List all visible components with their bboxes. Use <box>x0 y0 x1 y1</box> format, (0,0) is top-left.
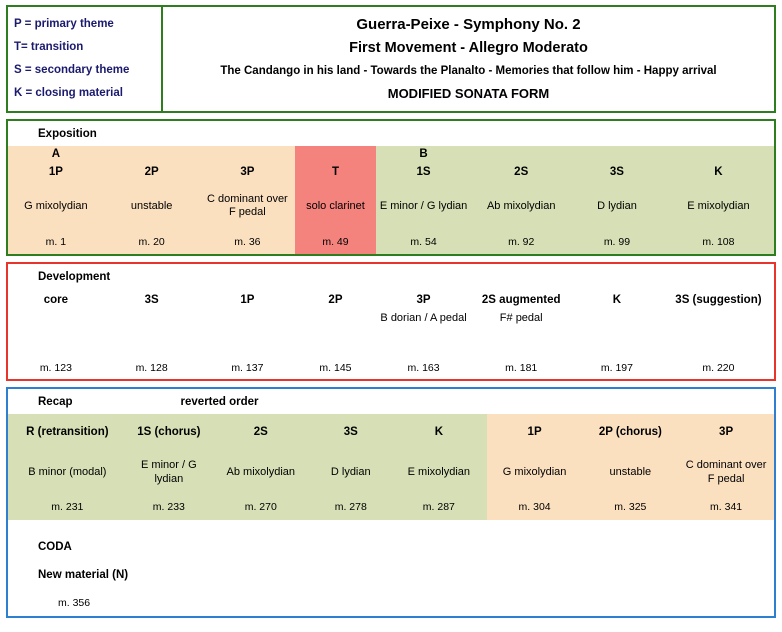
development-column-2s-augmented <box>471 289 571 379</box>
theme-desc: D lydian <box>597 199 637 212</box>
coda-title: CODA <box>38 541 72 553</box>
exposition-column-1s <box>376 146 472 254</box>
exposition-column-3s <box>571 146 663 254</box>
dev-measure: m. 128 <box>135 362 168 374</box>
dev-label: 3S (suggestion) <box>675 294 762 306</box>
dev-measure: m. 181 <box>505 362 538 374</box>
exposition-section <box>6 119 776 256</box>
dev-label: 1P <box>240 294 255 306</box>
recap-column-3s <box>311 414 391 520</box>
recap-label: 1S (chorus) <box>137 425 201 438</box>
dev-desc: B dorian / A pedal <box>380 312 467 324</box>
theme-measure: m. 36 <box>234 236 261 248</box>
recap-grid <box>8 414 774 520</box>
recap-column-k <box>391 414 487 520</box>
theme-measure: m. 49 <box>322 236 349 248</box>
dev-desc: F# pedal <box>499 312 543 324</box>
theme-label: 3P <box>240 166 255 178</box>
theme-label: T <box>331 166 339 178</box>
group-spacer <box>471 146 571 162</box>
theme-measure: m. 20 <box>138 236 165 248</box>
coda-new-material: New material (N) <box>38 569 129 581</box>
dev-label: K <box>612 294 622 306</box>
theme-measure: m. 1 <box>45 236 67 248</box>
title-area <box>163 7 774 111</box>
dev-measure: m. 137 <box>231 362 264 374</box>
recap-label: R (retransition) <box>26 425 109 438</box>
development-column-3s <box>104 289 200 379</box>
theme-measure: m. 92 <box>508 236 535 248</box>
group-label-b: B <box>419 148 428 160</box>
group-label-a: A <box>51 148 61 160</box>
recap-label: 2S <box>253 425 268 438</box>
dev-label: 3P <box>416 294 431 306</box>
group-spacer <box>104 146 200 162</box>
recap-section <box>6 387 776 618</box>
recap-measure: m. 231 <box>51 501 84 513</box>
development-column-3s-suggestion <box>663 289 774 379</box>
theme-label: K <box>714 166 723 178</box>
recap-desc: D lydian <box>330 466 371 478</box>
development-title: Development <box>8 264 774 289</box>
development-grid <box>8 289 774 379</box>
group-spacer <box>663 146 774 162</box>
recap-desc: G mixolydian <box>502 466 567 478</box>
dev-label: 3S <box>144 294 159 306</box>
dev-measure: m. 163 <box>407 362 440 374</box>
recap-label: 1P <box>527 425 542 438</box>
dev-label: 2S augmented <box>481 294 561 306</box>
dev-measure: m. 145 <box>319 362 352 374</box>
legend-item-s: S = secondary theme <box>14 64 130 76</box>
theme-measure: m. 99 <box>603 236 631 248</box>
theme-desc: E minor / G lydian <box>379 199 468 212</box>
legend-item-k: K = closing material <box>14 87 123 99</box>
theme-desc: C dominant over F pedal <box>207 193 288 218</box>
group-spacer <box>200 146 296 162</box>
recap-column-2p <box>582 414 678 520</box>
theme-measure: m. 108 <box>702 236 735 248</box>
movement-title: First Movement - Allegro Moderato <box>349 40 588 56</box>
exposition-column-2s <box>471 146 571 254</box>
theme-measure: m. 54 <box>410 236 437 248</box>
theme-label: 1P <box>48 166 63 178</box>
recap-measure: m. 233 <box>152 501 185 513</box>
group-spacer <box>295 146 375 162</box>
exposition-column-transition <box>295 146 375 254</box>
recap-measure: m. 325 <box>614 501 647 513</box>
recap-desc: E mixolydian <box>407 466 471 478</box>
recap-desc: Ab mixolydian <box>226 466 295 478</box>
theme-label: 2S <box>514 166 529 178</box>
recap-measure: m. 270 <box>244 501 277 513</box>
legend-item-t: T= transition <box>14 41 84 53</box>
form-label: MODIFIED SONATA FORM <box>387 86 550 101</box>
exposition-title: Exposition <box>8 121 774 146</box>
dev-label: core <box>43 294 69 306</box>
recap-desc: unstable <box>609 466 652 478</box>
work-title: Guerra-Peixe - Symphony No. 2 <box>356 16 581 33</box>
development-column-core <box>8 289 104 379</box>
recap-column-retransition <box>8 414 127 520</box>
recap-label: 3P <box>719 425 734 438</box>
dev-measure: m. 220 <box>702 362 735 374</box>
exposition-column-k <box>663 146 774 254</box>
theme-label: 3S <box>609 166 624 178</box>
group-spacer <box>571 146 663 162</box>
dev-label: 2P <box>328 294 343 306</box>
legend-item-p: P = primary theme <box>14 18 114 30</box>
legend-panel <box>8 7 163 111</box>
recap-measure: m. 341 <box>710 501 743 513</box>
recap-measure: m. 287 <box>422 501 455 513</box>
development-column-3p <box>376 289 472 379</box>
theme-desc: unstable <box>130 199 173 212</box>
development-section <box>6 262 776 381</box>
dev-measure: m. 123 <box>39 362 72 374</box>
theme-desc: E mixolydian <box>687 199 750 212</box>
recap-column-3p <box>678 414 774 520</box>
dev-measure: m. 197 <box>600 362 633 374</box>
recap-desc: E minor / G lydian <box>141 459 197 485</box>
recap-desc: B minor (modal) <box>28 466 107 478</box>
theme-label: 2P <box>144 166 159 178</box>
recap-title-row <box>8 389 774 414</box>
development-column-2p <box>295 289 375 379</box>
development-column-1p <box>200 289 296 379</box>
coda-block <box>8 520 774 616</box>
recap-title: Recap <box>38 395 73 408</box>
recap-column-1s <box>127 414 211 520</box>
coda-measure: m. 356 <box>58 597 91 609</box>
recap-note: reverted order <box>180 395 259 408</box>
recap-measure: m. 304 <box>518 501 551 513</box>
recap-measure: m. 278 <box>334 501 367 513</box>
exposition-column-3p <box>200 146 296 254</box>
exposition-column-2p <box>104 146 200 254</box>
theme-desc: solo clarinet <box>306 199 365 212</box>
recap-label: 3S <box>343 425 358 438</box>
theme-desc: G mixolydian <box>24 199 88 212</box>
recap-label: K <box>434 425 443 438</box>
recap-column-2s <box>211 414 311 520</box>
exposition-column-1p <box>8 146 104 254</box>
theme-desc: Ab mixolydian <box>486 199 556 212</box>
exposition-grid <box>8 146 774 254</box>
recap-column-1p <box>487 414 583 520</box>
recap-label: 2P (chorus) <box>598 425 662 438</box>
development-column-k <box>571 289 663 379</box>
recap-desc: C dominant over F pedal <box>685 459 767 485</box>
theme-label: 1S <box>416 166 431 178</box>
header-block <box>6 5 776 113</box>
program-subtitle: The Candango in his land - Towards the Planalto - Memories that follow him - Happy arrival <box>220 65 717 77</box>
